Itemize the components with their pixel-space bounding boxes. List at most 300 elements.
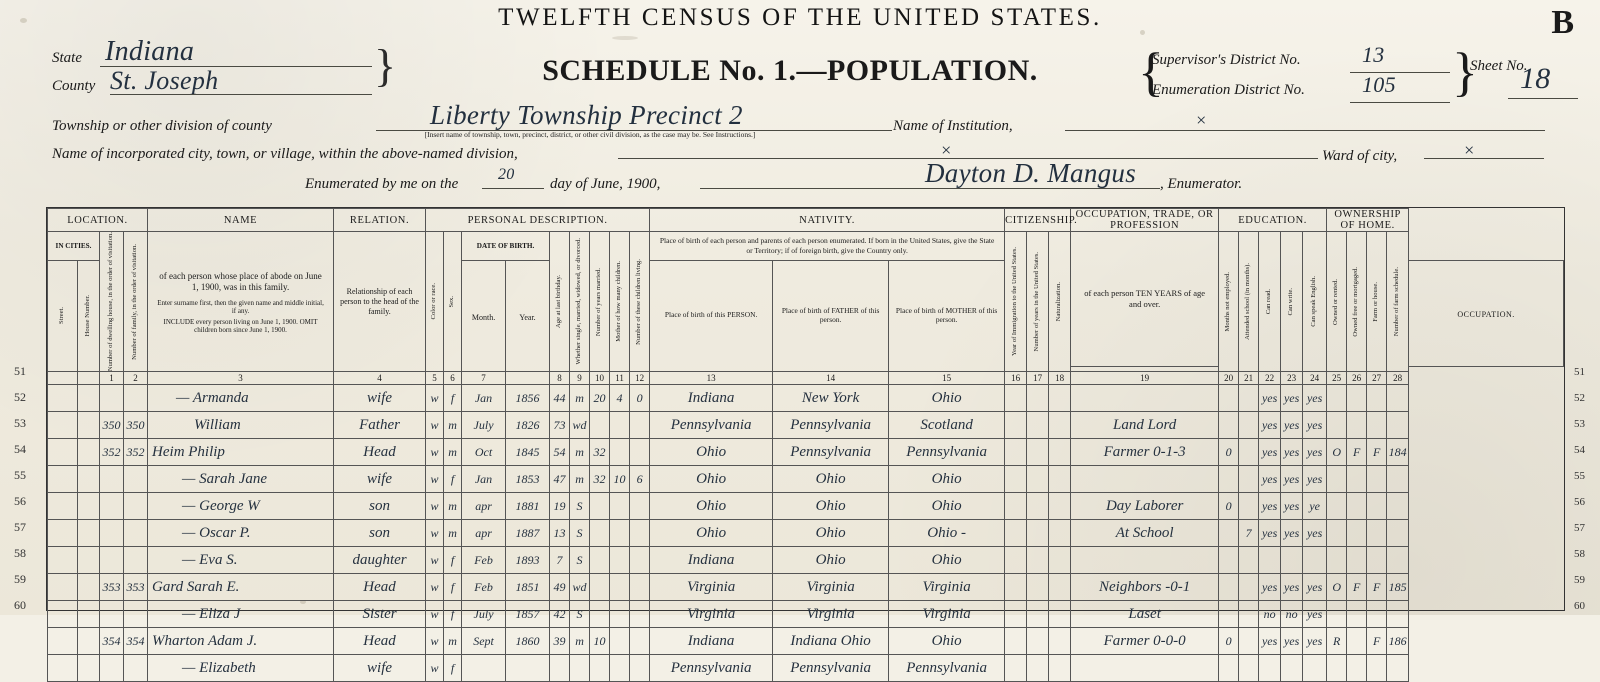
cell-write[interactable] bbox=[1281, 655, 1303, 682]
cell-birth-person[interactable]: Ohio bbox=[650, 466, 773, 493]
cell-street[interactable] bbox=[48, 547, 78, 574]
cell-dwelling[interactable]: 353 bbox=[100, 574, 124, 601]
cell-read[interactable]: yes bbox=[1259, 466, 1281, 493]
cell-year[interactable]: 1881 bbox=[506, 493, 550, 520]
cell-birth-father[interactable]: Pennsylvania bbox=[773, 655, 889, 682]
cell-street[interactable] bbox=[48, 628, 78, 655]
cell-family[interactable]: 350 bbox=[124, 412, 148, 439]
cell-house[interactable] bbox=[78, 439, 100, 466]
cell-house[interactable] bbox=[78, 520, 100, 547]
cell-years-us[interactable] bbox=[1027, 439, 1049, 466]
cell-years-married[interactable] bbox=[590, 574, 610, 601]
cell-sex[interactable]: f bbox=[444, 601, 462, 628]
cell-write[interactable]: yes bbox=[1281, 385, 1303, 412]
cell-street[interactable] bbox=[48, 655, 78, 682]
cell-naturalization[interactable] bbox=[1049, 439, 1071, 466]
cell-marital[interactable]: wd bbox=[570, 412, 590, 439]
cell-free[interactable] bbox=[1347, 655, 1367, 682]
cell-birth-person[interactable]: Pennsylvania bbox=[650, 412, 773, 439]
cell-farm[interactable] bbox=[1367, 601, 1387, 628]
cell-owned[interactable] bbox=[1327, 547, 1347, 574]
cell-birth-father[interactable]: New York bbox=[773, 385, 889, 412]
cell-birth-person[interactable]: Pennsylvania bbox=[650, 655, 773, 682]
cell-naturalization[interactable] bbox=[1049, 547, 1071, 574]
cell-free[interactable] bbox=[1347, 493, 1367, 520]
cell-birth-mother[interactable]: Virginia bbox=[889, 601, 1005, 628]
cell-years-married[interactable] bbox=[590, 655, 610, 682]
cell-house[interactable] bbox=[78, 493, 100, 520]
cell-name[interactable]: — Sarah Jane bbox=[148, 466, 334, 493]
cell-street[interactable] bbox=[48, 574, 78, 601]
cell-farm[interactable] bbox=[1367, 547, 1387, 574]
cell-write[interactable]: yes bbox=[1281, 412, 1303, 439]
cell-immigration[interactable] bbox=[1005, 412, 1027, 439]
cell-free[interactable] bbox=[1347, 547, 1367, 574]
cell-read[interactable]: yes bbox=[1259, 493, 1281, 520]
cell-name[interactable]: — Armanda bbox=[148, 385, 334, 412]
cell-year[interactable]: 1856 bbox=[506, 385, 550, 412]
cell-naturalization[interactable] bbox=[1049, 601, 1071, 628]
cell-naturalization[interactable] bbox=[1049, 574, 1071, 601]
cell-name[interactable]: — Elizabeth bbox=[148, 655, 334, 682]
cell-family[interactable]: 354 bbox=[124, 628, 148, 655]
cell-read[interactable]: yes bbox=[1259, 412, 1281, 439]
cell-farm[interactable]: F bbox=[1367, 574, 1387, 601]
cell-occupation[interactable] bbox=[1071, 547, 1219, 574]
cell-birth-mother[interactable]: Ohio bbox=[889, 493, 1005, 520]
cell-birth-father[interactable]: Pennsylvania bbox=[773, 412, 889, 439]
cell-birth-person[interactable]: Ohio bbox=[650, 520, 773, 547]
table-row[interactable] bbox=[48, 655, 1564, 682]
cell-marital[interactable]: S bbox=[570, 547, 590, 574]
cell-free[interactable] bbox=[1347, 385, 1367, 412]
cell-name[interactable]: Gard Sarah E. bbox=[148, 574, 334, 601]
cell-months-unemployed[interactable] bbox=[1219, 655, 1239, 682]
cell-years-us[interactable] bbox=[1027, 655, 1049, 682]
cell-color[interactable]: w bbox=[426, 385, 444, 412]
cell-read[interactable]: yes bbox=[1259, 439, 1281, 466]
cell-family[interactable] bbox=[124, 520, 148, 547]
cell-farm-schedule[interactable] bbox=[1387, 655, 1409, 682]
cell-name[interactable]: Wharton Adam J. bbox=[148, 628, 334, 655]
cell-age[interactable]: 49 bbox=[550, 574, 570, 601]
cell-write[interactable]: yes bbox=[1281, 574, 1303, 601]
cell-name[interactable]: — Eliza J bbox=[148, 601, 334, 628]
cell-birth-father[interactable]: Virginia bbox=[773, 601, 889, 628]
cell-family[interactable] bbox=[124, 547, 148, 574]
cell-years-us[interactable] bbox=[1027, 385, 1049, 412]
cell-sex[interactable]: m bbox=[444, 439, 462, 466]
cell-color[interactable]: w bbox=[426, 655, 444, 682]
cell-months-unemployed[interactable] bbox=[1219, 601, 1239, 628]
cell-month[interactable]: Jan bbox=[462, 385, 506, 412]
cell-read[interactable]: yes bbox=[1259, 574, 1281, 601]
cell-age[interactable] bbox=[550, 655, 570, 682]
cell-relation[interactable]: Head bbox=[334, 574, 426, 601]
table-row[interactable] bbox=[48, 493, 1564, 520]
cell-birth-mother[interactable]: Virginia bbox=[889, 574, 1005, 601]
cell-occupation[interactable]: Farmer 0-1-3 bbox=[1071, 439, 1219, 466]
cell-birth-person[interactable]: Virginia bbox=[650, 601, 773, 628]
cell-read[interactable]: no bbox=[1259, 601, 1281, 628]
cell-years-us[interactable] bbox=[1027, 574, 1049, 601]
cell-birth-person[interactable]: Indiana bbox=[650, 628, 773, 655]
cell-relation[interactable]: daughter bbox=[334, 547, 426, 574]
cell-relation[interactable]: Sister bbox=[334, 601, 426, 628]
cell-immigration[interactable] bbox=[1005, 601, 1027, 628]
cell-farm-schedule[interactable] bbox=[1387, 466, 1409, 493]
cell-occupation[interactable] bbox=[1071, 655, 1219, 682]
cell-months-unemployed[interactable] bbox=[1219, 385, 1239, 412]
cell-age[interactable]: 47 bbox=[550, 466, 570, 493]
cell-english[interactable]: yes bbox=[1303, 628, 1327, 655]
table-row[interactable] bbox=[48, 574, 1564, 601]
cell-age[interactable]: 13 bbox=[550, 520, 570, 547]
table-row[interactable] bbox=[48, 520, 1564, 547]
cell-english[interactable]: ye bbox=[1303, 493, 1327, 520]
cell-school[interactable] bbox=[1239, 466, 1259, 493]
cell-birth-mother[interactable]: Ohio bbox=[889, 547, 1005, 574]
cell-english[interactable]: yes bbox=[1303, 412, 1327, 439]
cell-naturalization[interactable] bbox=[1049, 520, 1071, 547]
cell-immigration[interactable] bbox=[1005, 439, 1027, 466]
cell-free[interactable] bbox=[1347, 628, 1367, 655]
cell-farm-schedule[interactable] bbox=[1387, 385, 1409, 412]
cell-birth-father[interactable]: Ohio bbox=[773, 547, 889, 574]
cell-sex[interactable]: m bbox=[444, 412, 462, 439]
cell-owned[interactable] bbox=[1327, 655, 1347, 682]
cell-name[interactable]: — Oscar P. bbox=[148, 520, 334, 547]
cell-birth-person[interactable]: Ohio bbox=[650, 439, 773, 466]
cell-owned[interactable]: O bbox=[1327, 439, 1347, 466]
cell-name[interactable]: William bbox=[148, 412, 334, 439]
cell-marital[interactable]: m bbox=[570, 628, 590, 655]
cell-house[interactable] bbox=[78, 385, 100, 412]
cell-months-unemployed[interactable]: 0 bbox=[1219, 439, 1239, 466]
cell-house[interactable] bbox=[78, 574, 100, 601]
cell-occupation[interactable]: Land Lord bbox=[1071, 412, 1219, 439]
cell-immigration[interactable] bbox=[1005, 466, 1027, 493]
cell-read[interactable]: yes bbox=[1259, 628, 1281, 655]
cell-years-married[interactable]: 32 bbox=[590, 439, 610, 466]
cell-year[interactable]: 1853 bbox=[506, 466, 550, 493]
cell-immigration[interactable] bbox=[1005, 655, 1027, 682]
cell-birth-father[interactable]: Virginia bbox=[773, 574, 889, 601]
cell-years-us[interactable] bbox=[1027, 520, 1049, 547]
cell-dwelling[interactable]: 352 bbox=[100, 439, 124, 466]
cell-month[interactable]: Sept bbox=[462, 628, 506, 655]
cell-children[interactable] bbox=[610, 547, 630, 574]
cell-years-married[interactable]: 20 bbox=[590, 385, 610, 412]
cell-english[interactable]: yes bbox=[1303, 439, 1327, 466]
cell-dwelling[interactable] bbox=[100, 466, 124, 493]
cell-owned[interactable]: R bbox=[1327, 628, 1347, 655]
cell-years-us[interactable] bbox=[1027, 466, 1049, 493]
cell-marital[interactable]: wd bbox=[570, 574, 590, 601]
cell-birth-person[interactable]: Ohio bbox=[650, 493, 773, 520]
cell-birth-mother[interactable]: Pennsylvania bbox=[889, 439, 1005, 466]
cell-relation[interactable]: wife bbox=[334, 655, 426, 682]
cell-months-unemployed[interactable] bbox=[1219, 412, 1239, 439]
cell-year[interactable]: 1857 bbox=[506, 601, 550, 628]
table-row[interactable] bbox=[48, 628, 1564, 655]
cell-color[interactable]: w bbox=[426, 574, 444, 601]
cell-birth-father[interactable]: Ohio bbox=[773, 493, 889, 520]
cell-sex[interactable]: f bbox=[444, 466, 462, 493]
cell-month[interactable]: July bbox=[462, 412, 506, 439]
cell-children[interactable]: 10 bbox=[610, 466, 630, 493]
cell-name[interactable]: — Eva S. bbox=[148, 547, 334, 574]
cell-street[interactable] bbox=[48, 385, 78, 412]
cell-months-unemployed[interactable]: 0 bbox=[1219, 628, 1239, 655]
cell-months-unemployed[interactable] bbox=[1219, 574, 1239, 601]
cell-house[interactable] bbox=[78, 601, 100, 628]
cell-birth-mother[interactable]: Ohio bbox=[889, 385, 1005, 412]
cell-immigration[interactable] bbox=[1005, 493, 1027, 520]
cell-school[interactable] bbox=[1239, 601, 1259, 628]
cell-owned[interactable] bbox=[1327, 601, 1347, 628]
cell-age[interactable]: 39 bbox=[550, 628, 570, 655]
cell-marital[interactable]: m bbox=[570, 466, 590, 493]
cell-birth-person[interactable]: Virginia bbox=[650, 574, 773, 601]
cell-write[interactable]: yes bbox=[1281, 493, 1303, 520]
cell-relation[interactable]: Head bbox=[334, 628, 426, 655]
cell-age[interactable]: 19 bbox=[550, 493, 570, 520]
cell-age[interactable]: 54 bbox=[550, 439, 570, 466]
cell-occupation[interactable]: Farmer 0-0-0 bbox=[1071, 628, 1219, 655]
cell-year[interactable]: 1845 bbox=[506, 439, 550, 466]
cell-write[interactable]: yes bbox=[1281, 628, 1303, 655]
cell-marital[interactable]: S bbox=[570, 493, 590, 520]
cell-dwelling[interactable] bbox=[100, 655, 124, 682]
cell-years-us[interactable] bbox=[1027, 601, 1049, 628]
cell-years-married[interactable] bbox=[590, 547, 610, 574]
cell-years-married[interactable]: 10 bbox=[590, 628, 610, 655]
cell-school[interactable] bbox=[1239, 547, 1259, 574]
cell-children[interactable] bbox=[610, 601, 630, 628]
cell-farm[interactable] bbox=[1367, 385, 1387, 412]
cell-children-living[interactable] bbox=[630, 493, 650, 520]
table-row[interactable] bbox=[48, 601, 1564, 628]
cell-house[interactable] bbox=[78, 628, 100, 655]
cell-marital[interactable]: m bbox=[570, 385, 590, 412]
cell-dwelling[interactable] bbox=[100, 601, 124, 628]
table-row[interactable] bbox=[48, 439, 1564, 466]
cell-age[interactable]: 42 bbox=[550, 601, 570, 628]
cell-dwelling[interactable]: 354 bbox=[100, 628, 124, 655]
cell-relation[interactable]: Father bbox=[334, 412, 426, 439]
cell-relation[interactable]: wife bbox=[334, 466, 426, 493]
cell-occupation[interactable]: Neighbors -0-1 bbox=[1071, 574, 1219, 601]
cell-school[interactable] bbox=[1239, 574, 1259, 601]
cell-naturalization[interactable] bbox=[1049, 628, 1071, 655]
cell-street[interactable] bbox=[48, 466, 78, 493]
cell-immigration[interactable] bbox=[1005, 385, 1027, 412]
cell-owned[interactable] bbox=[1327, 412, 1347, 439]
cell-house[interactable] bbox=[78, 412, 100, 439]
cell-years-us[interactable] bbox=[1027, 493, 1049, 520]
cell-relation[interactable]: son bbox=[334, 493, 426, 520]
table-row[interactable] bbox=[48, 466, 1564, 493]
cell-free[interactable]: F bbox=[1347, 574, 1367, 601]
cell-children[interactable] bbox=[610, 412, 630, 439]
cell-years-married[interactable] bbox=[590, 412, 610, 439]
cell-free[interactable]: F bbox=[1347, 439, 1367, 466]
cell-farm-schedule[interactable] bbox=[1387, 412, 1409, 439]
cell-birth-father[interactable]: Ohio bbox=[773, 466, 889, 493]
cell-year[interactable]: 1893 bbox=[506, 547, 550, 574]
cell-color[interactable]: w bbox=[426, 466, 444, 493]
cell-immigration[interactable] bbox=[1005, 520, 1027, 547]
cell-naturalization[interactable] bbox=[1049, 466, 1071, 493]
cell-write[interactable]: yes bbox=[1281, 520, 1303, 547]
cell-children-living[interactable]: 6 bbox=[630, 466, 650, 493]
cell-farm[interactable] bbox=[1367, 466, 1387, 493]
cell-birth-person[interactable]: Indiana bbox=[650, 547, 773, 574]
cell-year[interactable] bbox=[506, 655, 550, 682]
cell-sex[interactable]: f bbox=[444, 574, 462, 601]
cell-children[interactable] bbox=[610, 574, 630, 601]
table-row[interactable] bbox=[48, 385, 1564, 412]
cell-family[interactable] bbox=[124, 655, 148, 682]
cell-dwelling[interactable] bbox=[100, 547, 124, 574]
cell-birth-father[interactable]: Ohio bbox=[773, 520, 889, 547]
cell-relation[interactable]: son bbox=[334, 520, 426, 547]
cell-year[interactable]: 1887 bbox=[506, 520, 550, 547]
cell-house[interactable] bbox=[78, 655, 100, 682]
cell-street[interactable] bbox=[48, 520, 78, 547]
cell-immigration[interactable] bbox=[1005, 628, 1027, 655]
cell-school[interactable] bbox=[1239, 412, 1259, 439]
cell-english[interactable] bbox=[1303, 655, 1327, 682]
cell-family[interactable] bbox=[124, 466, 148, 493]
cell-family[interactable]: 352 bbox=[124, 439, 148, 466]
cell-birth-father[interactable]: Indiana Ohio bbox=[773, 628, 889, 655]
cell-color[interactable]: w bbox=[426, 439, 444, 466]
cell-months-unemployed[interactable] bbox=[1219, 520, 1239, 547]
cell-school[interactable]: 7 bbox=[1239, 520, 1259, 547]
cell-naturalization[interactable] bbox=[1049, 493, 1071, 520]
cell-months-unemployed[interactable] bbox=[1219, 547, 1239, 574]
cell-free[interactable] bbox=[1347, 520, 1367, 547]
cell-months-unemployed[interactable]: 0 bbox=[1219, 493, 1239, 520]
cell-marital[interactable]: S bbox=[570, 520, 590, 547]
cell-street[interactable] bbox=[48, 601, 78, 628]
cell-marital[interactable]: m bbox=[570, 439, 590, 466]
cell-farm-schedule[interactable] bbox=[1387, 547, 1409, 574]
cell-farm-schedule[interactable] bbox=[1387, 601, 1409, 628]
cell-month[interactable]: Jan bbox=[462, 466, 506, 493]
cell-occupation[interactable]: At School bbox=[1071, 520, 1219, 547]
cell-occupation[interactable]: Day Laborer bbox=[1071, 493, 1219, 520]
cell-month[interactable]: Oct bbox=[462, 439, 506, 466]
cell-occupation[interactable]: Laset bbox=[1071, 601, 1219, 628]
cell-relation[interactable]: Head bbox=[334, 439, 426, 466]
cell-owned[interactable]: O bbox=[1327, 574, 1347, 601]
cell-marital[interactable]: S bbox=[570, 601, 590, 628]
cell-english[interactable] bbox=[1303, 547, 1327, 574]
table-row[interactable] bbox=[48, 412, 1564, 439]
cell-farm[interactable]: F bbox=[1367, 439, 1387, 466]
cell-dwelling[interactable] bbox=[100, 385, 124, 412]
cell-owned[interactable] bbox=[1327, 385, 1347, 412]
cell-immigration[interactable] bbox=[1005, 547, 1027, 574]
cell-write[interactable] bbox=[1281, 547, 1303, 574]
cell-year[interactable]: 1826 bbox=[506, 412, 550, 439]
cell-read[interactable]: yes bbox=[1259, 385, 1281, 412]
cell-name[interactable]: Heim Philip bbox=[148, 439, 334, 466]
cell-children-living[interactable] bbox=[630, 628, 650, 655]
cell-family[interactable] bbox=[124, 493, 148, 520]
cell-children-living[interactable]: 0 bbox=[630, 385, 650, 412]
cell-school[interactable] bbox=[1239, 628, 1259, 655]
cell-birth-mother[interactable]: Scotland bbox=[889, 412, 1005, 439]
cell-children[interactable] bbox=[610, 655, 630, 682]
cell-years-married[interactable] bbox=[590, 493, 610, 520]
cell-color[interactable]: w bbox=[426, 547, 444, 574]
cell-owned[interactable] bbox=[1327, 493, 1347, 520]
cell-years-married[interactable] bbox=[590, 601, 610, 628]
cell-month[interactable]: apr bbox=[462, 520, 506, 547]
cell-read[interactable]: yes bbox=[1259, 520, 1281, 547]
cell-month[interactable]: Feb bbox=[462, 547, 506, 574]
cell-month[interactable]: Feb bbox=[462, 574, 506, 601]
cell-farm[interactable] bbox=[1367, 412, 1387, 439]
cell-occupation[interactable] bbox=[1071, 385, 1219, 412]
cell-color[interactable]: w bbox=[426, 520, 444, 547]
cell-birth-mother[interactable]: Ohio bbox=[889, 466, 1005, 493]
cell-farm[interactable]: F bbox=[1367, 628, 1387, 655]
cell-farm[interactable] bbox=[1367, 520, 1387, 547]
cell-children-living[interactable] bbox=[630, 439, 650, 466]
cell-relation[interactable]: wife bbox=[334, 385, 426, 412]
cell-english[interactable]: yes bbox=[1303, 520, 1327, 547]
cell-year[interactable]: 1860 bbox=[506, 628, 550, 655]
cell-street[interactable] bbox=[48, 493, 78, 520]
cell-write[interactable]: no bbox=[1281, 601, 1303, 628]
cell-years-us[interactable] bbox=[1027, 547, 1049, 574]
cell-farm-schedule[interactable]: 184 bbox=[1387, 439, 1409, 466]
cell-years-married[interactable]: 32 bbox=[590, 466, 610, 493]
cell-children-living[interactable] bbox=[630, 574, 650, 601]
cell-age[interactable]: 7 bbox=[550, 547, 570, 574]
cell-dwelling[interactable]: 350 bbox=[100, 412, 124, 439]
cell-sex[interactable]: f bbox=[444, 655, 462, 682]
cell-english[interactable]: yes bbox=[1303, 385, 1327, 412]
cell-month[interactable]: apr bbox=[462, 493, 506, 520]
cell-age[interactable]: 44 bbox=[550, 385, 570, 412]
cell-naturalization[interactable] bbox=[1049, 412, 1071, 439]
cell-owned[interactable] bbox=[1327, 466, 1347, 493]
cell-farm[interactable] bbox=[1367, 493, 1387, 520]
cell-school[interactable] bbox=[1239, 439, 1259, 466]
cell-children[interactable] bbox=[610, 493, 630, 520]
cell-farm-schedule[interactable]: 186 bbox=[1387, 628, 1409, 655]
cell-naturalization[interactable] bbox=[1049, 655, 1071, 682]
cell-children[interactable] bbox=[610, 628, 630, 655]
cell-years-us[interactable] bbox=[1027, 628, 1049, 655]
cell-marital[interactable] bbox=[570, 655, 590, 682]
cell-read[interactable] bbox=[1259, 655, 1281, 682]
cell-months-unemployed[interactable] bbox=[1219, 466, 1239, 493]
cell-free[interactable] bbox=[1347, 466, 1367, 493]
cell-children[interactable] bbox=[610, 520, 630, 547]
cell-street[interactable] bbox=[48, 412, 78, 439]
cell-month[interactable]: July bbox=[462, 601, 506, 628]
cell-free[interactable] bbox=[1347, 601, 1367, 628]
cell-family[interactable] bbox=[124, 385, 148, 412]
cell-write[interactable]: yes bbox=[1281, 466, 1303, 493]
